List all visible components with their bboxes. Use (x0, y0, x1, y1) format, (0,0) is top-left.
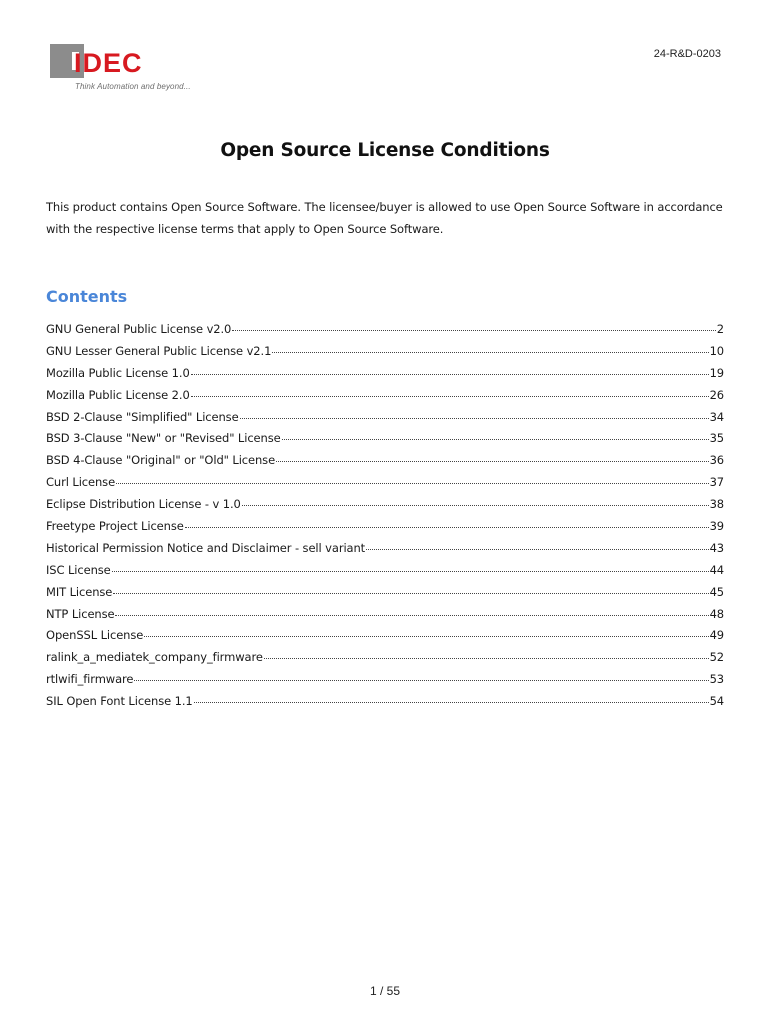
toc-entry-title: GNU General Public License v2.0 (46, 322, 232, 336)
toc-entry[interactable] (46, 473, 724, 495)
table-of-contents (46, 320, 724, 714)
toc-entry-title: OpenSSL License (46, 628, 144, 643)
toc-entry-page: 19 (709, 365, 724, 380)
toc-entry-title: Freetype Project License (46, 519, 184, 534)
toc-entry[interactable] (46, 495, 724, 517)
page-title: Open Source License Conditions (220, 140, 550, 161)
toc-entry[interactable] (46, 626, 724, 648)
toc-entry-page: 10 (709, 343, 724, 358)
toc-entry-page: 39 (709, 519, 724, 534)
toc-entry-title: SIL Open Font License 1.1 (46, 694, 193, 709)
dot-leader (232, 318, 716, 331)
toc-entry-title: Mozilla Public License 2.0 (46, 387, 190, 402)
toc-entry-title: Eclipse Distribution License - v 1.0 (46, 497, 241, 512)
dot-leader (191, 384, 709, 397)
logo-wordmark: IDEC (74, 48, 143, 78)
toc-entry-page: 36 (709, 453, 724, 468)
dot-leader (264, 646, 709, 659)
toc-entry[interactable] (46, 583, 724, 605)
toc-entry[interactable] (46, 561, 724, 583)
dot-leader (191, 362, 709, 375)
toc-entry-page: 49 (709, 628, 724, 643)
toc-entry-page: 38 (709, 497, 724, 512)
dot-leader (144, 624, 708, 637)
dot-leader (134, 668, 708, 681)
toc-entry-title: BSD 4-Clause "Original" or "Old" License (46, 453, 276, 468)
toc-entry[interactable] (46, 670, 724, 692)
logo-tagline: Think Automation and beyond... (75, 82, 191, 91)
toc-entry[interactable] (46, 342, 724, 364)
toc-entry[interactable] (46, 386, 724, 408)
toc-entry-title: Mozilla Public License 1.0 (46, 365, 190, 380)
dot-leader (242, 493, 709, 506)
toc-entry-title: Historical Permission Notice and Disclaimer - sell variant (46, 540, 366, 555)
toc-entry[interactable] (46, 692, 724, 714)
document-number: 24-R&D-0203 (653, 48, 721, 60)
dot-leader (276, 449, 709, 462)
toc-entry[interactable] (46, 408, 724, 430)
contents-heading: Contents (46, 287, 128, 306)
toc-entry[interactable] (46, 429, 724, 451)
toc-entry-title: MIT License (46, 584, 113, 599)
toc-entry[interactable] (46, 605, 724, 627)
toc-entry-page: 53 (709, 672, 724, 687)
toc-entry-title: ralink_a_mediatek_company_firmware (46, 650, 263, 665)
toc-entry-title: Curl License (46, 475, 116, 490)
dot-leader (115, 603, 708, 616)
dot-leader (112, 559, 709, 572)
toc-entry-title: NTP License (46, 606, 115, 621)
toc-entry-page: 52 (709, 650, 724, 665)
toc-entry[interactable] (46, 451, 724, 473)
toc-entry-page: 34 (709, 409, 724, 424)
toc-entry[interactable] (46, 364, 724, 386)
dot-leader (366, 537, 708, 550)
dot-leader (240, 406, 709, 419)
intro-paragraph: This product contains Open Source Software. The licensee/buyer is allowed to use Open Source Software in accordance with the respective license terms that apply to Open Source Software. (46, 200, 723, 236)
toc-entry-page: 44 (709, 562, 724, 577)
toc-entry[interactable] (46, 539, 724, 561)
dot-leader (282, 427, 709, 440)
toc-entry[interactable] (46, 320, 724, 342)
toc-entry-page: 48 (709, 606, 724, 621)
toc-entry-title: BSD 2-Clause "Simplified" License (46, 409, 239, 424)
toc-entry-page: 26 (709, 387, 724, 402)
toc-entry-page: 37 (709, 475, 724, 490)
toc-entry-page: 45 (709, 584, 724, 599)
page-indicator: 1 / 55 (369, 984, 401, 998)
toc-entry-title: BSD 3-Clause "New" or "Revised" License (46, 431, 281, 446)
dot-leader (185, 515, 709, 528)
dot-leader (272, 340, 708, 353)
dot-leader (113, 581, 708, 594)
dot-leader (116, 471, 709, 484)
toc-entry[interactable] (46, 517, 724, 539)
toc-entry-page: 2 (716, 322, 724, 336)
toc-entry-page: 54 (709, 694, 724, 709)
toc-entry-title: GNU Lesser General Public License v2.1 (46, 343, 272, 358)
toc-entry[interactable] (46, 648, 724, 670)
toc-entry-title: rtlwifi_firmware (46, 672, 134, 687)
toc-entry-title: ISC License (46, 562, 111, 577)
dot-leader (194, 690, 709, 703)
toc-entry-page: 35 (709, 431, 724, 446)
toc-entry-page: 43 (709, 540, 724, 555)
